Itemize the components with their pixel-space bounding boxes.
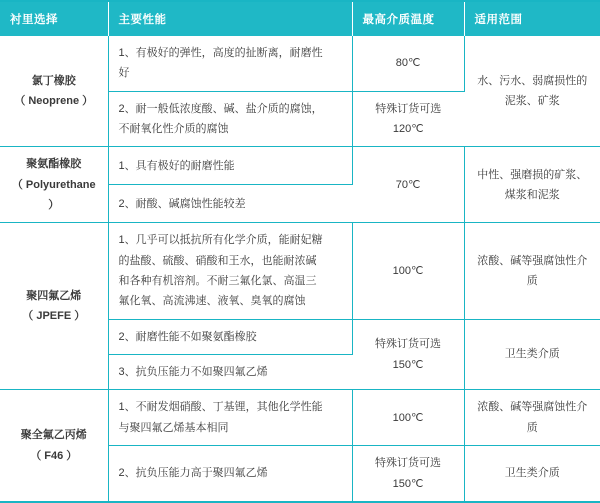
lining-name-line1: 聚四氟乙烯 [26,290,82,303]
column-header-max-temp: 最高介质温度 [352,1,464,36]
performance-cell [108,91,352,147]
performance-line: 3、抗负压能力不如聚四氟乙烯 [118,366,268,379]
column-header-performance: 主要性能 [108,1,352,36]
lining-name-line1: 聚全氟乙丙烯 [20,429,87,442]
performance-line: 1、几乎可以抵抗所有化学介质，能耐妃糖 [118,234,323,247]
performance-line: 1、不耐发烟硝酸、丁基锂，其他化学性能 [118,401,323,414]
table-row [0,36,600,91]
scope-line: 卫生类介质 [504,467,560,480]
performance-line: 1、具有极好的耐磨性能 [118,159,235,172]
scope-line: 质 [526,421,538,434]
lining-name-neoprene [0,36,108,147]
table-row [0,147,600,185]
max-temp-line: 100℃ [392,264,424,277]
lining-name-f46 [0,390,108,502]
scope-cell [464,446,600,502]
scope-cell [464,390,600,446]
performance-line: 2、耐一般低浓度酸、碱、盐介质的腐蚀， [118,102,323,115]
max-temp-line: 80℃ [395,57,421,70]
column-header-lining: 衬里选择 [0,1,108,36]
performance-cell [108,147,352,185]
scope-cell [464,36,600,147]
table-row [0,390,600,446]
performance-line: 和各种有机溶剂。不耐三氟化氯、高温三 [118,275,317,288]
max-temp-cell [352,319,464,390]
performance-line: 的盐酸、硫酸、硝酸和王水，也能耐浓碱 [118,254,317,267]
performance-line: 氟化氧、高流沸速、液氧、臭氧的腐蚀 [118,295,306,308]
lining-name-line1: 聚氨酯橡胶 [26,158,82,171]
max-temp-cell [352,36,464,91]
performance-line: 2、耐酸、碱腐蚀性能较差 [118,197,246,210]
scope-line: 泥浆、矿浆 [504,95,560,108]
scope-cell [464,223,600,319]
performance-line: 1、有极好的弹性，高度的扯断离，耐磨性 [118,47,323,59]
max-temp-line: 70℃ [395,178,421,191]
max-temp-line: 120℃ [392,123,424,136]
performance-line: 2、抗负压能力高于聚四氟乙烯 [118,467,268,480]
scope-cell [464,319,600,390]
max-temp-cell [352,91,464,147]
lining-name-ptfe [0,223,108,390]
max-temp-line: 150℃ [392,358,424,371]
table-row [0,223,600,319]
column-header-scope: 适用范围 [464,1,600,36]
scope-line: 卫生类介质 [504,348,560,361]
max-temp-cell [352,223,464,319]
table-header [0,1,600,36]
max-temp-cell [352,390,464,446]
max-temp-cell [352,446,464,502]
max-temp-line: 150℃ [392,477,424,490]
performance-cell [108,319,352,354]
performance-cell [108,36,352,91]
scope-line: 浓酸、碱等强腐蚀性介 [477,254,588,267]
lining-name-line2: （ Polyurethane ） [11,178,96,212]
performance-line: 2、耐磨性能不如聚氨酯橡胶 [118,330,257,343]
performance-cell [108,355,352,390]
performance-cell [108,446,352,502]
scope-cell [464,147,600,223]
performance-cell [108,390,352,446]
lining-name-line2: （ JPEFE ） [22,310,86,323]
scope-line: 中性、强磨损的矿浆、 [477,168,588,181]
max-temp-line: 100℃ [392,411,424,424]
performance-line: 不耐氧化性介质的腐蚀 [118,123,229,136]
scope-line: 煤浆和泥浆 [504,188,560,201]
lining-name-line1: 氯丁橡胶 [31,74,76,87]
table-body [0,36,600,502]
lining-name-line2: （ Neoprene ） [14,95,94,108]
lining-name-line2: （ F46 ） [30,449,78,462]
lining-name-polyurethane [0,147,108,223]
scope-line: 质 [526,275,538,288]
max-temp-line: 特殊订货可选 [375,338,441,351]
max-temp-line: 特殊订货可选 [375,102,442,115]
performance-cell [108,223,352,319]
max-temp-line: 特殊订货可选 [375,457,441,470]
scope-line: 水、污水、弱腐损性的 [477,74,588,87]
performance-line: 与聚四氟乙烯基本相同 [118,421,229,434]
scope-line: 浓酸、碱等强腐蚀性介 [477,401,588,414]
max-temp-cell [352,147,464,223]
performance-cell [108,185,352,223]
table-header-row [0,1,600,36]
performance-line: 好 [118,67,130,80]
